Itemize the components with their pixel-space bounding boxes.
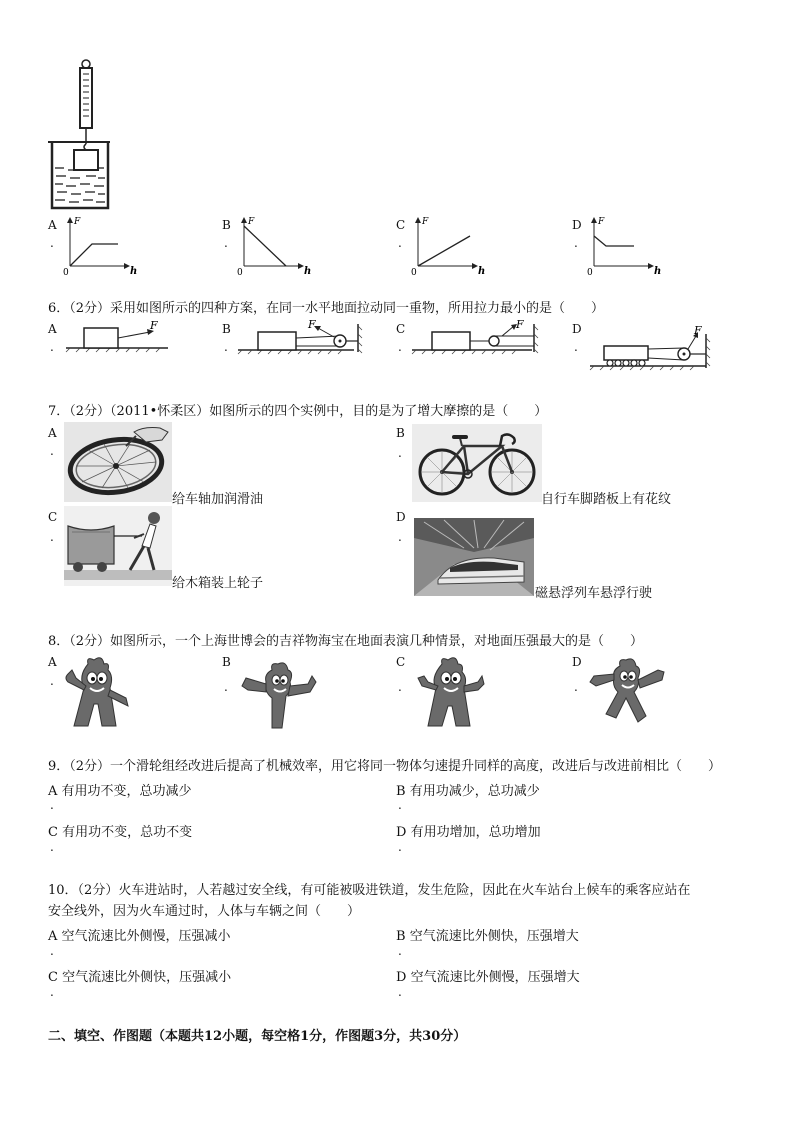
q9-option-d-letter: D [396,825,407,840]
q10-option-a-text: 空气流速比外侧慢，压强减小 [61,929,231,944]
q10-option-a-letter: A [48,929,58,944]
q8-option-b-letter[interactable]: B [222,655,231,669]
q10-option-d-text: 空气流速比外侧慢，压强增大 [410,970,580,985]
q10-option-b[interactable] [396,925,579,944]
q10-option-d[interactable] [396,966,580,985]
q9-option-c[interactable] [48,821,192,840]
option-dot: . [50,340,54,354]
q9-option-a-letter: A [48,784,58,799]
option-dot: . [398,985,402,999]
q6-force-label-c: F [516,318,524,331]
q5-option-b-letter[interactable]: B [222,218,231,232]
bicycle-wheel-oil-image[interactable] [64,422,172,502]
maglev-train-image[interactable] [414,518,534,596]
q9-option-b-text: 有用功减少，总功减少 [409,784,540,799]
q5-graph-c-axis-y: F [422,217,429,227]
q10-option-c[interactable] [48,966,231,985]
option-dot: . [224,340,228,354]
q7-option-d-letter[interactable]: D [396,510,406,524]
haibao-mascot-b-image[interactable] [238,658,318,732]
q10-option-d-letter: D [396,970,407,985]
q7-option-a-letter[interactable]: A [48,426,57,440]
q5-graph-b[interactable] [234,214,314,276]
option-dot: . [398,530,402,544]
option-dot: . [398,840,402,854]
q5-option-c-letter[interactable]: C [396,218,406,232]
q5-graph-a-axis-x: h [130,266,138,276]
q5-graph-d-axis-x: h [654,266,662,276]
option-dot: . [398,446,402,460]
haibao-mascot-d-image[interactable] [586,656,668,726]
q6-option-a-letter[interactable]: A [48,322,57,336]
q5-graph-a[interactable] [60,214,140,276]
q10-option-c-letter: C [48,970,58,985]
option-dot: . [50,444,54,458]
q6-figure-d[interactable] [588,320,718,372]
option-dot: . [50,985,54,999]
q5-graph-c[interactable] [408,214,488,276]
q8-option-c-letter[interactable]: C [396,655,406,669]
q6-option-b-letter[interactable]: B [222,322,231,336]
q7-option-b-letter[interactable]: B [396,426,405,440]
q5-option-a-letter[interactable]: A [48,218,57,232]
option-dot: . [574,680,578,694]
q6-figure-c[interactable] [410,316,544,356]
q5-graph-c-origin: 0 [411,268,417,276]
q9-option-b-letter: B [396,784,406,799]
option-dot: . [398,944,402,958]
q6-option-c-letter[interactable]: C [396,322,406,336]
option-dot: . [574,340,578,354]
option-dot: . [574,236,578,250]
spring-scale-beaker-figure [44,58,114,214]
q5-option-d-letter[interactable]: D [572,218,582,232]
q5-graph-b-origin: 0 [237,268,243,276]
q10-stem-line-1: 10．（2分）火车进站时，人若越过安全线，有可能被吸进铁道，发生危险，因此在火车站台上候车的乘客应站在 [48,883,691,898]
option-dot: . [224,236,228,250]
q9-option-d[interactable] [396,821,541,840]
option-dot: . [50,674,54,688]
q7-option-c-caption: 给木箱装上轮子 [172,576,264,591]
q5-graph-d-axis-y: F [598,217,605,227]
q7-option-c-letter[interactable]: C [48,510,58,524]
q7-option-a-caption: 给车轴加润滑油 [172,492,264,507]
q9-option-c-text: 有用功不变，总功不变 [62,825,193,840]
q5-graph-b-axis-x: h [304,266,312,276]
q9-option-a-text: 有用功不变，总功减少 [61,784,192,799]
q5-graph-a-origin: 0 [63,268,69,276]
q6-figure-a[interactable] [64,318,174,354]
q6-option-d-letter[interactable]: D [572,322,582,336]
q6-figure-b[interactable] [236,316,366,356]
q6-stem: 6．（2分）采用如图所示的四种方案，在同一水平地面拉动同一重物，所用拉力最小的是（ ） [48,301,605,316]
option-dot: . [50,798,54,812]
q10-option-c-text: 空气流速比外侧快，压强减小 [62,970,232,985]
option-dot: . [50,944,54,958]
option-dot: . [398,680,402,694]
q5-graph-a-axis-y: F [74,217,81,227]
q10-stem-line-2: 安全线外，因为火车通过时，人体与车辆之间（ ） [48,904,361,919]
option-dot: . [398,340,402,354]
q5-graph-c-axis-x: h [478,266,486,276]
q6-force-label-d: F [694,324,702,337]
option-dot: . [224,680,228,694]
q6-force-label-a: F [150,319,158,332]
q10-option-b-letter: B [396,929,406,944]
q8-option-a-letter[interactable]: A [48,655,57,669]
wooden-box-wheels-image[interactable] [64,506,172,586]
q9-option-d-text: 有用功增加，总功增加 [410,825,541,840]
q7-option-d-caption: 磁悬浮列车悬浮行驶 [535,586,653,601]
q10-option-a[interactable] [48,925,231,944]
q9-option-c-letter: C [48,825,58,840]
haibao-mascot-a-image[interactable] [62,656,134,732]
q9-option-a[interactable] [48,780,192,799]
bicycle-image[interactable] [412,424,542,502]
q7-option-b-caption: 自行车脚踏板上有花纹 [541,492,672,507]
q5-graph-d-origin: 0 [587,268,593,276]
q5-graph-d[interactable] [584,214,664,276]
q7-stem: 7．（2分）（2011•怀柔区）如图所示的四个实例中，目的是为了增大摩擦的是（ ） [48,404,548,419]
q5-graph-b-axis-y: F [248,217,255,227]
q8-stem: 8．（2分）如图所示，一个上海世博会的吉祥物海宝在地面表演几种情景，对地面压强最大的是（ ） [48,634,644,649]
q9-stem: 9．（2分）一个滑轮组经改进后提高了机械效率，用它将同一物体匀速提升同样的高度，改进后与改进前相比（ ） [48,759,722,774]
option-dot: . [398,236,402,250]
option-dot: . [50,840,54,854]
option-dot: . [398,798,402,812]
option-dot: . [50,530,54,544]
q10-option-b-text: 空气流速比外侧快，压强增大 [409,929,579,944]
option-dot: . [50,236,54,250]
q6-force-label-b: F [308,318,316,331]
q9-option-b[interactable] [396,780,540,799]
haibao-mascot-c-image[interactable] [412,656,488,732]
section-2-title: 二、填空、作图题（本题共12小题，每空格1分，作图题3分，共30分） [48,1029,467,1044]
q8-option-d-letter[interactable]: D [572,655,582,669]
